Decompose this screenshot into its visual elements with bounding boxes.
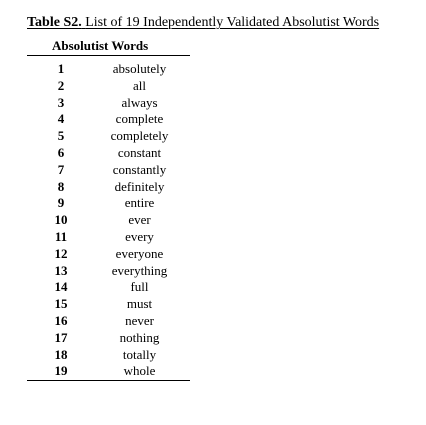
table-row [27,78,190,95]
table-row [27,95,190,112]
table-row [27,246,190,263]
table-row [27,162,190,179]
row-word: absolutely [112,61,167,76]
row-number: 6 [57,144,65,160]
table-header: Absolutist Words [27,37,190,56]
row-word: full [130,279,149,295]
table-row [27,128,190,145]
row-number: 11 [54,228,68,244]
row-word: never [125,312,154,328]
row-word: everything [111,262,168,278]
row-word: must [126,296,153,312]
row-word: completely [110,128,169,144]
table-row [27,363,190,380]
table-row [27,313,190,330]
row-number: 19 [54,363,68,379]
table-row [27,179,190,196]
table-caption-label: Table S2. [27,15,82,30]
row-word: complete [115,111,164,127]
row-word: always [121,94,158,110]
row-word: every [125,228,154,244]
table-row [27,111,190,128]
row-word: whole [123,363,156,379]
table-caption [27,14,422,31]
table-body [27,61,190,381]
table-caption-text: List of 19 Independently Validated Absolutist Words [85,15,380,30]
table-row [27,229,190,246]
row-number: 14 [54,279,68,295]
table-row [27,279,190,296]
row-number: 3 [57,94,65,110]
row-word: constant [117,144,162,160]
row-word: entire [124,195,155,211]
row-number: 4 [57,111,65,127]
row-number: 8 [57,178,65,194]
row-number: 1 [57,61,65,76]
table-row [27,263,190,280]
row-word: definitely [114,178,165,194]
table-row [27,195,190,212]
row-number: 18 [54,346,68,362]
row-word: constantly [112,161,167,177]
row-word: nothing [119,329,160,345]
row-number: 7 [57,161,65,177]
row-word: all [133,77,146,93]
table-row [27,61,190,78]
table-row [27,330,190,347]
row-number: 15 [54,296,68,312]
row-word: everyone [115,245,164,261]
row-number: 17 [54,329,68,345]
row-word: ever [128,212,151,228]
table-row [27,212,190,229]
table-row [27,347,190,364]
row-number: 9 [57,195,65,211]
row-number: 2 [57,77,65,93]
row-number: 12 [54,245,68,261]
table-row [27,296,190,313]
absolutist-words-table [27,37,190,381]
row-number: 16 [54,312,68,328]
row-number: 13 [54,262,68,278]
row-word: totally [122,346,157,362]
row-number: 5 [57,128,65,144]
table-row [27,145,190,162]
row-number: 10 [54,212,68,228]
